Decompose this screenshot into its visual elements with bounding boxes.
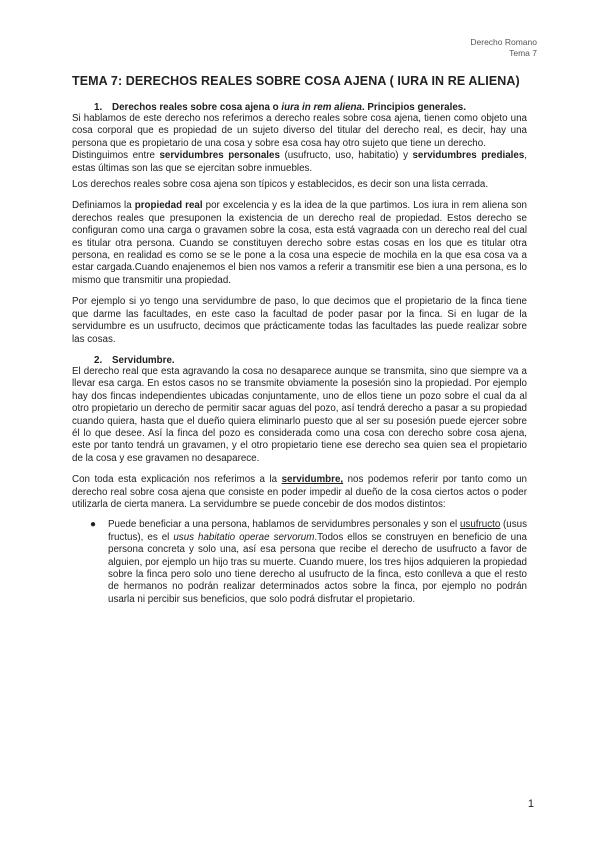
paragraph-1: Si hablamos de este derecho nos referimos a derecho reales sobre cosa ajena, tienen como objeto una cosa corporal que es propiedad de un sujeto diverso del titular del derecho real, es decir, hay una persona que es propietario de una cosa y sobre esa cosa hay otro sujeto que tiene un derecho. xyxy=(72,113,527,149)
b1-italic-latin: usus habitatio operae servorum xyxy=(173,531,315,543)
b1-text-c: (usus fructus), es el xyxy=(108,519,527,543)
b1-text-a: Puede beneficiar a una persona, hablamos de servidumbres personales y son el xyxy=(108,519,460,531)
header-subject: Derecho Romano xyxy=(470,37,537,47)
p4-text-c: por excelencia y es la idea de la que partimos. Los iura in rem aliena son derechos reales que presuponen la existencia de un derecho real de propiedad. Estos derecho se configuran como una carga o gravamen sobre la cosa, esta está vagraada con un derecho real del cual es titular otra persona. Cuando se constituyen derecho sobre estas cosas en los que es titular otra persona, en realidad es como se se le pone a la cosa una especie de mochila en la que esa cosa va a estar cargada.Cuando enajenemos el bien nos vamos a referir a transmitir ese bien a una persona, es lo mismo que transmitir una propiedad. xyxy=(72,200,527,286)
list-item xyxy=(90,519,527,606)
section-1-number: 1. xyxy=(94,102,103,113)
paragraph-4 xyxy=(72,200,527,287)
p4-text-a: Definiamos la xyxy=(72,200,135,212)
section-1-heading xyxy=(94,102,527,113)
bullet-1-text xyxy=(108,519,527,606)
p2-bold-personales: servidumbres personales xyxy=(159,150,280,162)
page-number: 1 xyxy=(527,798,534,810)
paragraph-2 xyxy=(72,150,527,175)
b1-text-e: .Todos ellos se construyen en beneficio de una persona concreta y solo una, así esa persona que recibe el derecho de usufructo a favor de alguien, por ejemplo un hijo tras su muerte. Cuando muere, los tres hijos adquieren la propiedad sobre la finca pero solo uno tiene derecho al usufructo de la finca, esto conlleva a que el resto de hermanos no podrán realizar determinados actos sobre la finca, por ejemplo no podrán usarla ni percibir sus beneficios, que solo podrá disfrutar el propietario. xyxy=(108,531,527,605)
header-topic: Tema 7 xyxy=(509,48,537,58)
p4-bold-propiedad: propiedad real xyxy=(134,200,203,212)
page-title: TEMA 7: DERECHOS REALES SOBRE COSA AJENA ( IURA IN RE ALIENA) xyxy=(72,74,520,88)
b1-underline-usufructo: usufructo xyxy=(459,519,501,531)
paragraph-6: El derecho real que esta agravando la cosa no desaparece aunque se transmita, sino que siempre va a llevar esa carga. En estos casos no se transmite obviamente la posesión sino la propiedad. Por ejemplo hay dos fincas independientes ubicadas conjuntamente, uno de ellos tiene un pozo sobre el cual da al otro propietario un derecho de permitir sacar aguas del pozo, así tendrá derecho a pasar a su propiedad cuando quiera, hasta que el dueño quiera eliminarlo puesto que al ser su posesión puede ejercer sobre él lo que desee. Así la finca del pozo es considerada como una cosa con derecho sobre cosa ajena, este por tanto tendrá un gravamen, y el otro propietario tiene ese derecho sea quien sea el propietario de la cosa y ese gravamen no desaparece. xyxy=(72,365,527,464)
p2-text-c: (usufructo, uso, habitatio) y xyxy=(279,150,413,162)
p2-text-e: , estas últimas son las que se ejercitan sobre inmuebles. xyxy=(72,150,528,174)
section-1-title-latin: iura in rem aliena xyxy=(281,102,362,113)
section-2-heading xyxy=(94,355,527,366)
document-body xyxy=(72,62,527,606)
section-2-number: 2. xyxy=(94,354,103,366)
p2-bold-prediales: servidumbres prediales xyxy=(412,150,525,162)
p2-text-a: Distinguimos entre xyxy=(72,150,160,162)
paragraph-3: Los derechos reales sobre cosa ajena son típicos y establecidos, es decir son una lista cerrada. xyxy=(72,179,489,191)
p7-text-a: Con toda esta explicación nos referimos a la xyxy=(72,474,282,486)
page-header xyxy=(470,37,537,59)
p7-text-c: nos podemos referir por tanto como un derecho real sobre cosa ajena que consiste en poder impedir al dueño de la cosa ciertos actos o poder utilizarla de cierta manera. La servidumbre se puede concebir de dos modos distintos: xyxy=(72,474,527,510)
bullet-dot-icon: ● xyxy=(90,519,97,531)
p7-bold-servidumbre: servidumbre, xyxy=(281,474,344,486)
section-1-title-a: Derechos reales sobre cosa ajena o xyxy=(112,102,282,113)
paragraph-5: Por ejemplo si yo tengo una servidumbre de paso, lo que decimos que el propietario de la finca tiene que darme las facultades, en este caso la facultad de poder pasar por la finca. Si en lugar de la servidumbre es un usufructo, decimos que prácticamente todas las facultades las puede realizar sobre las cosas. xyxy=(72,296,527,345)
section-1-title-c: . Principios generales. xyxy=(361,102,466,113)
section-2-title: Servidumbre. xyxy=(112,354,175,366)
paragraph-7 xyxy=(72,474,527,511)
